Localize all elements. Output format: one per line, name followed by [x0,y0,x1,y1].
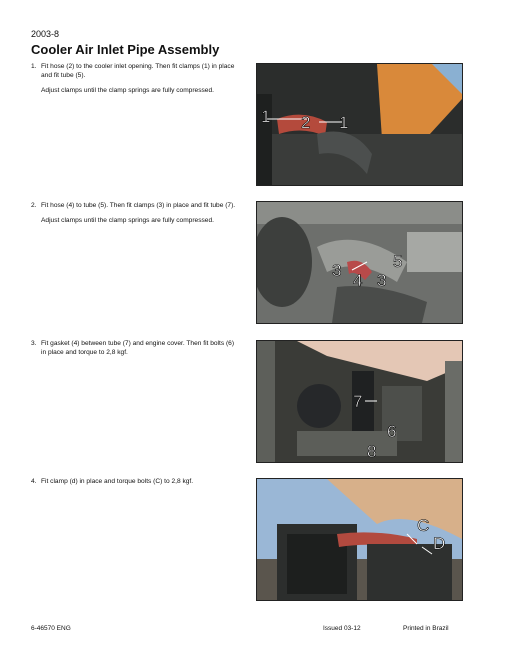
callout-label: D [433,534,446,553]
step-text: Fit hose (2) to the cooler inlet opening. Then fit clamps (1) in place and fit tube (5). [41,63,235,79]
callout-label: 7 [353,392,363,411]
callout-label: 6 [387,422,397,441]
callout-label: 8 [367,442,377,461]
callout-label: 1 [339,113,349,132]
step-text: Fit hose (4) to tube (5). Then fit clamps (3) in place and fit tube (7). [41,202,236,209]
step-text: Fit gasket (4) between tube (7) and engine cover. Then fit bolts (6) in place and torque to 2,8 kgf. [41,340,235,356]
step-4 [31,477,236,486]
step-number: 3. [31,340,37,347]
step-2 [31,201,236,225]
callout-label: 3 [377,271,387,290]
step-3-photo [256,340,463,463]
step-3 [31,339,236,357]
callout-label: 3 [332,261,342,280]
callout-label: C [417,516,430,535]
callout-label: 4 [353,271,363,290]
step-2-photo [256,201,463,324]
step-note: Adjust clamps until the clamp springs are fully compressed. [41,217,214,224]
footer-issued: Issued 03-12 [323,625,361,632]
step-1-photo [256,63,463,186]
callout-label: 2 [301,113,311,132]
step-number: 4. [31,478,37,485]
step-1 [31,62,236,95]
step-number: 2. [31,202,37,209]
step-4-photo [256,478,463,601]
footer-doc-number: 6-46570 ENG [31,625,71,632]
footer-printed: Printed in Brazil [403,625,449,632]
step-number: 1. [31,63,37,70]
section-code: 2003-8 [31,29,60,39]
page-title: Cooler Air Inlet Pipe Assembly [31,42,220,57]
callout-label: 1 [261,107,271,126]
step-note: Adjust clamps until the clamp springs are fully compressed. [41,87,214,94]
step-text: Fit clamp (d) in place and torque bolts (C) to 2,8 kgf. [41,478,194,485]
callout-label: 5 [393,252,403,271]
